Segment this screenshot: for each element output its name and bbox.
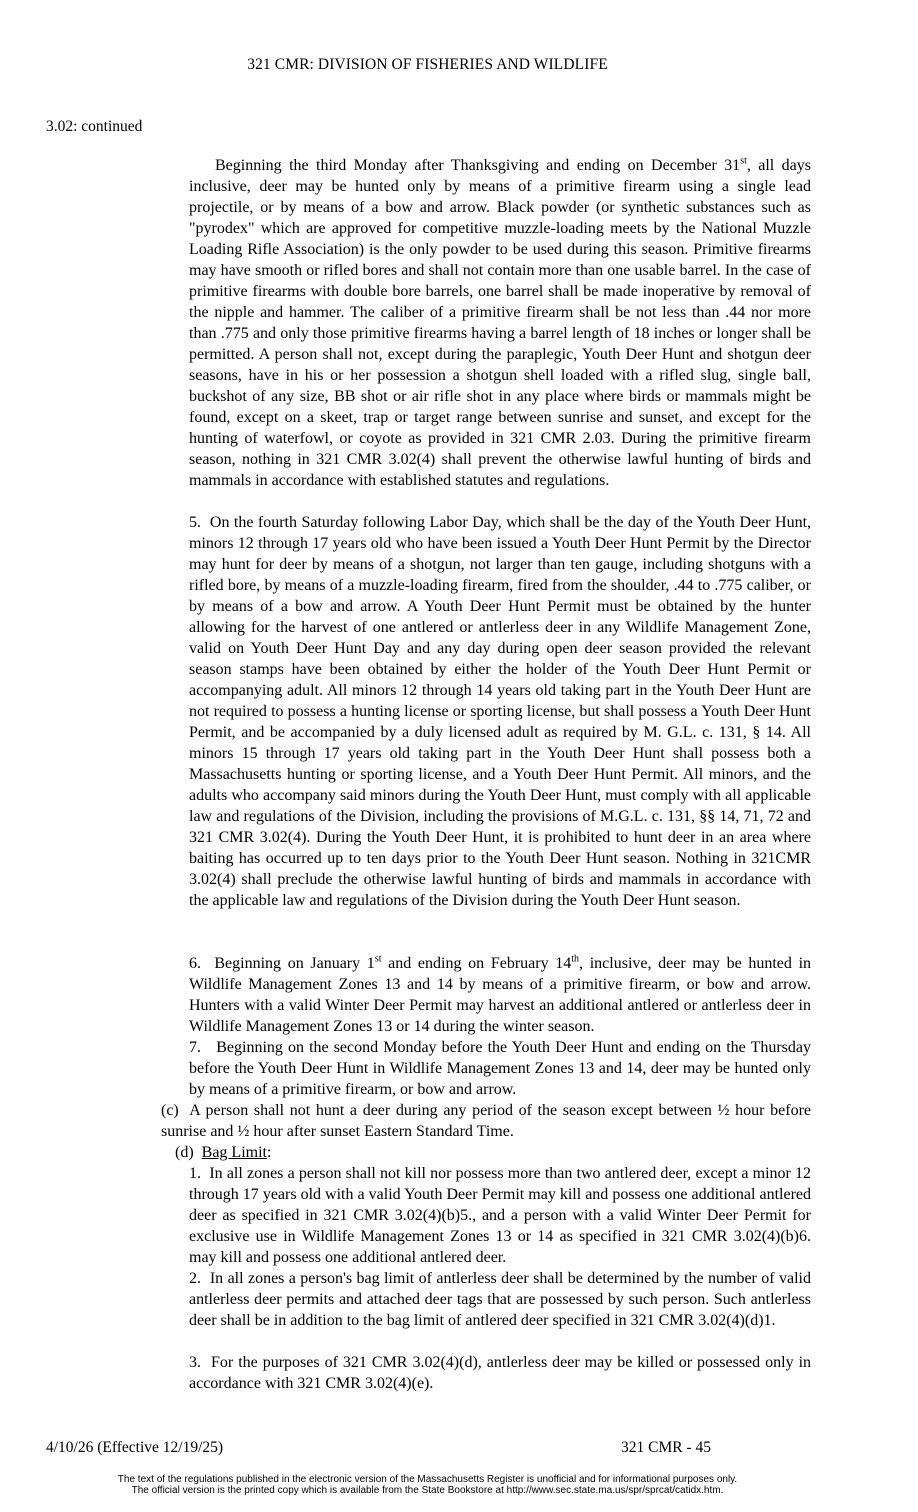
paragraph-item-6-winter-season <box>189 953 811 1037</box>
paragraph-item-7-pre-youth-hunt <box>189 1037 811 1100</box>
paragraph-primitive-firearm-season <box>189 155 811 491</box>
intro-superscript: st <box>740 155 747 167</box>
item-6-marker: 6. <box>189 955 201 972</box>
bag-limit-3-text: For the purposes of 321 CMR 3.02(4)(d), antlerless deer may be killed or possessed only in accordance with 321 CMR 3.02(4)(e). <box>189 1354 812 1392</box>
item-7-text: Beginning on the second Monday before the Youth Deer Hunt and ending on the Thursday before the Youth Deer Hunt in Wildlife Management Zones 13 and 14, deer may be hunted only by means of a primitive firearm, or bow and arrow. <box>189 1039 811 1098</box>
paragraph-item-d-bag-limit <box>175 1142 811 1163</box>
item-5-text: On the fourth Saturday following Labor Day, which shall be the day of the Youth Deer Hunt, minors 12 through 17 years old who have been issued a Youth Deer Hunt Permit by the Director may hunt for deer by means of a shotgun, not larger than ten gauge, including shotguns with a rifled bore, by means of a muzzle-loading firearm, fired from the shoulder, .44 to .775 caliber, or by means of a bow and arrow. A Youth Deer Hunt Permit must be obtained by the hunter allowing for the harvest of one antlered or antlerless deer in any Wildlife Management Zone, valid on Youth Deer Hunt Day and any day during open deer season provided the relevant season stamps have been obtained by either the holder of the Youth Deer Hunt Permit or accompanying adult. All minors 12 through 14 years old taking part in the Youth Deer Hunt are not required to possess a hunting license or sporting license, but shall possess a Youth Deer Hunt Permit, and be accompanied by a duly licensed adult as required by M. G.L. c. 131, § 14. All minors 15 through 17 years old taking part in the Youth Deer Hunt shall possess both a Massachusetts hunting or sporting license, and a Youth Deer Hunt Permit. All minors, and the adults who accompany said minors during the Youth Deer Hunt, must comply with all applicable law and regulations of the Division, including the provisions of M.G.L. c. 131, §§ 14, 71, 72 and 321 CMR 3.02(4). During the Youth Deer Hunt, it is prohibited to hunt deer in an area where baiting has occurred up to ten days prior to the Youth Deer Hunt season. Nothing in 321CMR 3.02(4) shall preclude the otherwise lawful hunting of birds and mammals in accordance with the applicable law and regulations of the Division during the Youth Deer Hunt season. <box>189 514 812 909</box>
item-6-text-part3: , inclusive, deer may be hunted in Wildlife Management Zones 13 and 14 by means of a primitive firearm, or bow and arrow. Hunters with a valid Winter Deer Permit may harvest an additional antlered or antlerless deer in Wildlife Management Zones 13 or 14 during the winter season. <box>189 955 812 1035</box>
paragraph-bag-limit-item-1 <box>189 1163 811 1268</box>
section-continued-label: 3.02: continued <box>46 118 143 135</box>
bag-limit-3-marker: 3. <box>189 1354 201 1371</box>
item-5-marker: 5. <box>189 514 201 531</box>
paragraph-item-5-youth-deer-hunt <box>189 512 811 911</box>
paragraph-bag-limit-item-3 <box>189 1352 811 1394</box>
item-6-superscript-2: th <box>571 953 580 965</box>
item-7-marker: 7. <box>189 1039 201 1056</box>
item-6-superscript-1: st <box>374 953 382 965</box>
page-header: 321 CMR: DIVISION OF FISHERIES AND WILDLIFE <box>247 56 608 73</box>
footer-date: 4/10/26 (Effective 12/19/25) <box>46 1439 224 1456</box>
item-c-text: A person shall not hunt a deer during any period of the season except between ½ hour before sunrise and ½ hour after sunset Eastern Standard Time. <box>161 1102 811 1140</box>
bag-limit-heading: Bag Limit <box>201 1144 267 1161</box>
item-d-marker: (d) <box>175 1144 194 1161</box>
item-c-marker: (c) <box>161 1102 179 1119</box>
bag-limit-2-text: In all zones a person's bag limit of antlerless deer shall be determined by the number of valid antlerless deer permits and attached deer tags that are possessed by such person. Such antlerless deer shall be in addition to the bag limit of antlered deer specified in 321 CMR 3.02(4)(d)1. <box>189 1270 812 1329</box>
footer-disclaimer <box>0 1474 855 1496</box>
bag-limit-1-marker: 1. <box>189 1165 201 1182</box>
item-6-text-part2: and ending on February 14 <box>381 955 572 972</box>
item-6-text-part1: Beginning on January 1 <box>214 955 375 972</box>
intro-text-start: Beginning the third Monday after Thanksgiving and ending on December 31 <box>215 157 741 174</box>
footer-page-number: 321 CMR - 45 <box>621 1439 711 1456</box>
intro-text-rest: , all days inclusive, deer may be hunted only by means of a primitive firearm using a single lead projectile, or by means of a bow and arrow. Black powder (or synthetic substances such as "pyrodex" which are approved for competitive muzzle-loading meets by the National Muzzle Loading Rifle Association) is the only powder to be used during this season. Primitive firearms may have smooth or rifled bores and shall not contain more than one usable barrel. In the case of primitive firearms with double bore barrels, one barrel shall be made inoperative by removal of the nipple and hammer. The caliber of a primitive firearm shall be not less than .44 nor more than .775 and only those primitive firearms having a barrel length of 18 inches or longer shall be permitted. A person shall not, except during the paraplegic, Youth Deer Hunt and shotgun deer seasons, have in his or her possession a shotgun shell loaded with a rifled slug, single ball, buckshot of any size, BB shot or air rifle shot in any place where birds or mammals might be found, except on a skeet, trap or target range between sunrise and sunset, and except for the hunting of waterfowl, or coyote as provided in 321 CMR 2.03. During the primitive firearm season, nothing in 321 CMR 3.02(4) shall prevent the otherwise lawful hunting of birds and mammals in accordance with established statutes and regulations. <box>189 157 811 489</box>
disclaimer-line-2: The official version is the printed copy which is available from the State Bookstore at http://www.sec.state.ma.us/spr/sprcat/catidx.htm. <box>131 1485 724 1496</box>
bag-limit-2-marker: 2. <box>189 1270 201 1287</box>
paragraph-item-c-hunting-hours <box>161 1100 811 1142</box>
paragraph-bag-limit-item-2 <box>189 1268 811 1331</box>
bag-limit-1-text: In all zones a person shall not kill nor possess more than two antlered deer, except a minor 12 through 17 years old with a valid Youth Deer Permit may kill and possess one additional antlered deer as specified in 321 CMR 3.02(4)(b)5., and a person with a valid Winter Deer Permit for exclusive use in Wildlife Management Zones 13 or 14 as specified in 321 CMR 3.02(4)(b)6. may kill and possess one additional antlered deer. <box>189 1165 812 1266</box>
bag-limit-colon: : <box>266 1144 272 1161</box>
disclaimer-line-1: The text of the regulations published in the electronic version of the Massachusetts Register is unofficial and for informational purposes only. <box>117 1474 738 1485</box>
